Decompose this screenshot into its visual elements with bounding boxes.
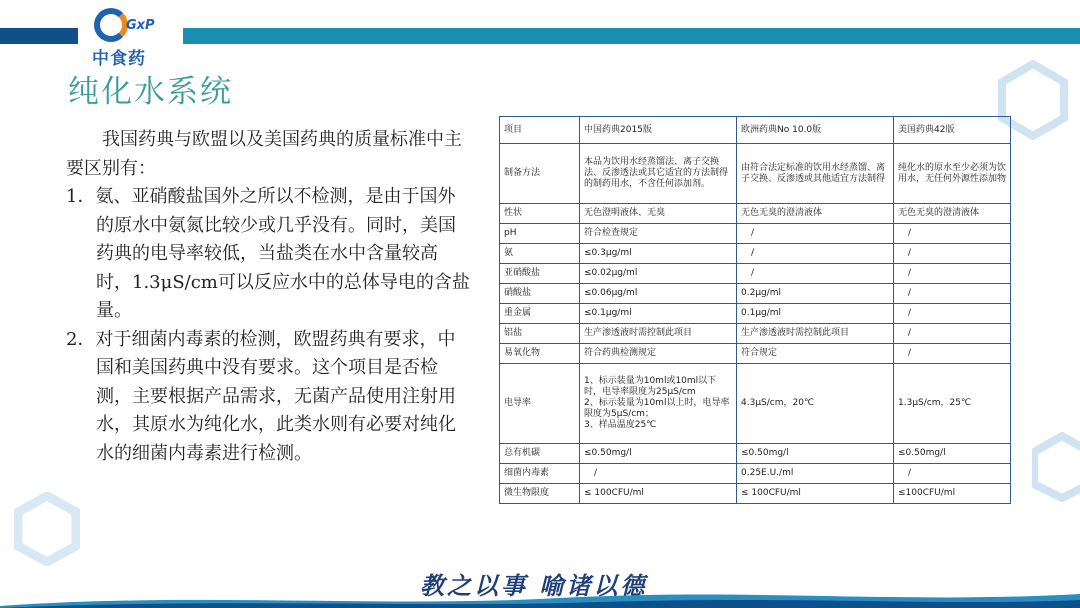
page-title: 纯化水系统 xyxy=(68,74,233,110)
table-cell: ≤ 100CFU/ml xyxy=(737,484,894,504)
table-cell: 0.2μg/ml xyxy=(737,284,894,304)
row-label-cell: 亚硝酸盐 xyxy=(500,264,580,284)
table-cell: ≤ 100CFU/ml xyxy=(580,484,737,504)
footer-wave-decoration xyxy=(0,590,1080,608)
table-cell: / xyxy=(894,284,1011,304)
footer-slogan: 教之以事 喻诸以德 xyxy=(420,571,648,600)
row-label-cell: 重金属 xyxy=(500,304,580,324)
row-label-cell: 细菌内毒素 xyxy=(500,464,580,484)
intro-paragraph: 我国药典与欧盟以及美国药典的质量标准中主要区别有： xyxy=(66,129,462,179)
table-cell: 符合药典检测规定 xyxy=(580,344,737,364)
logo-sub-text: GxP xyxy=(126,18,155,33)
row-label-cell: 氨 xyxy=(500,244,580,264)
table-row xyxy=(500,444,1011,464)
table-row xyxy=(500,304,1011,324)
table-cell: ≤0.50mg/l xyxy=(580,444,737,464)
header-cell: 中国药典2015版 xyxy=(580,117,737,144)
table-cell: ≤0.50mg/l xyxy=(894,444,1011,464)
table-cell: 生产渗透液时需控制此项目 xyxy=(737,324,894,344)
decorative-hexagon-right xyxy=(1032,432,1080,502)
table-row xyxy=(500,284,1011,304)
logo-emblem-icon xyxy=(94,8,128,42)
row-label-cell: 总有机碳 xyxy=(500,444,580,464)
table-cell: / xyxy=(580,464,737,484)
row-label-cell: 微生物限度 xyxy=(500,484,580,504)
row-label-cell: 铝盐 xyxy=(500,324,580,344)
table-cell: 纯化水的原水至少必须为饮用水，无任何外源性添加物 xyxy=(894,144,1011,204)
table-cell: 无色无臭的澄清液体 xyxy=(737,204,894,224)
table-cell: / xyxy=(894,304,1011,324)
table-cell: ≤0.3μg/ml xyxy=(580,244,737,264)
table-cell: / xyxy=(894,324,1011,344)
table-cell: ≤0.02μg/ml xyxy=(580,264,737,284)
table-cell: ≤0.1μg/ml xyxy=(580,304,737,324)
table-cell: 0.25E.U./ml xyxy=(737,464,894,484)
table-cell: ≤0.50mg/l xyxy=(737,444,894,464)
header-cell: 项目 xyxy=(500,117,580,144)
header-cell: 欧洲药典No 10.0版 xyxy=(737,117,894,144)
table-row xyxy=(500,264,1011,284)
table-cell: 本品为饮用水经蒸馏法、离子交换法、反渗透法或其它适宜的方法制得的制药用水，不含任何添加剂。 xyxy=(580,144,737,204)
table-cell: 1.3μS/cm，25℃ xyxy=(894,364,1011,444)
table-cell: ≤0.06μg/ml xyxy=(580,284,737,304)
table-cell: 0.1μg/ml xyxy=(737,304,894,324)
row-label-cell: 制备方法 xyxy=(500,144,580,204)
table-cell: 由符合法定标准的饮用水经蒸馏、离子交换、反渗透或其他适宜方法制得 xyxy=(737,144,894,204)
header-cell: 美国药典42版 xyxy=(894,117,1011,144)
table-row xyxy=(500,464,1011,484)
decorative-hexagon-bottom-left xyxy=(14,492,80,566)
header-bar-left xyxy=(0,28,78,44)
table-cell: / xyxy=(737,244,894,264)
table-cell: 无色澄明液体、无臭 xyxy=(580,204,737,224)
table-cell: / xyxy=(894,264,1011,284)
table-row xyxy=(500,484,1011,504)
table-cell: 4.3μS/cm，20℃ xyxy=(737,364,894,444)
list-item: 2．对于细菌内毒素的检测，欧盟药典有要求，中国和美国药典中没有要求。这个项目是否检测，主要根据产品需求，无菌产品使用注射用水，其原水为纯化水，此类水则有必要对纯化水的细菌内毒素进行检测。 xyxy=(66,328,456,464)
table-cell: / xyxy=(894,224,1011,244)
table-row xyxy=(500,204,1011,224)
table-header-row xyxy=(500,117,1011,144)
row-label-cell: 电导率 xyxy=(500,364,580,444)
table-cell: / xyxy=(894,464,1011,484)
logo-text: 中食药 xyxy=(92,49,146,69)
header-bar-right xyxy=(183,28,1080,44)
list-item: 1．氨、亚硝酸盐国外之所以不检测，是由于国外的原水中氨氮比较少或几乎没有。同时，美国药典的电导率较低，当盐类在水中含量较高时，1.3μS/cm可以反应水中的总体导电的含盐量。 xyxy=(66,186,470,321)
table-row xyxy=(500,344,1011,364)
table-cell: 无色无臭的澄清液体 xyxy=(894,204,1011,224)
row-label-cell: 性状 xyxy=(500,204,580,224)
table-row xyxy=(500,364,1011,444)
table-cell: ≤100CFU/ml xyxy=(894,484,1011,504)
table-cell: 符合检查规定 xyxy=(580,224,737,244)
row-label-cell: 硝酸盐 xyxy=(500,284,580,304)
table-row xyxy=(500,324,1011,344)
table-cell: 符合规定 xyxy=(737,344,894,364)
table-cell: / xyxy=(894,344,1011,364)
table-row xyxy=(500,244,1011,264)
comparison-table xyxy=(499,116,1011,504)
table-cell: / xyxy=(737,224,894,244)
body-text xyxy=(66,126,472,468)
table-row xyxy=(500,224,1011,244)
table-cell: 生产渗透液时需控制此项目 xyxy=(580,324,737,344)
row-label-cell: 易氧化物 xyxy=(500,344,580,364)
table-row xyxy=(500,144,1011,204)
row-label-cell: pH xyxy=(500,224,580,244)
table-cell: 1、标示装量为10ml或10ml以下时，电导率限度为25μS/cm 2、标示装量为10ml以上时，电导率限度为5μS/cm； 3、样品温度25℃ xyxy=(580,364,737,444)
table-cell: / xyxy=(737,264,894,284)
company-logo xyxy=(92,4,172,69)
table-cell: / xyxy=(894,244,1011,264)
